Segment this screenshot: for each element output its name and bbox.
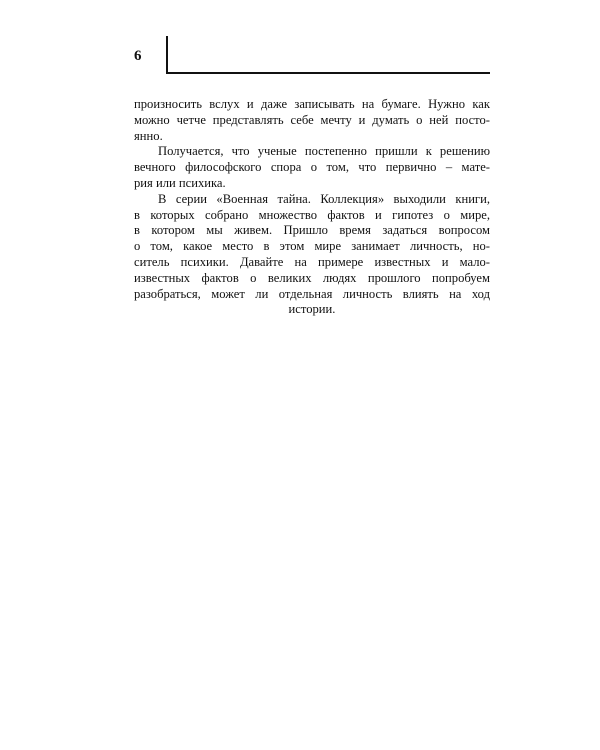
text-line: истории. — [288, 302, 336, 317]
text-line: разобраться, может ли отдельная личность влиять на ход — [134, 286, 490, 301]
header-vertical-rule — [166, 36, 168, 74]
header-horizontal-rule — [166, 72, 490, 74]
text-line: Получается, что ученые постепенно пришли к решению — [158, 144, 490, 159]
text-line: произносить вслух и даже записывать на бумаге. Нужно как — [134, 97, 490, 111]
text-line: о том, какое место в этом мире занимает личность, но- — [134, 239, 490, 254]
text-line: В серии «Военная тайна. Коллекция» выходили книги, — [158, 191, 490, 206]
text-line: можно четче представлять себе мечту и думать о ней посто- — [134, 112, 490, 127]
page-number: 6 — [134, 48, 142, 64]
text-line: в котором мы живем. Пришло время задаться вопросом — [134, 223, 490, 238]
text-line: известных фактов о великих людях прошлого попробуем — [134, 270, 490, 285]
text-line: вечного философского спора о том, что первично – мате- — [134, 160, 490, 175]
text-line: рия или психика. — [134, 175, 226, 190]
text-line: янно. — [134, 128, 163, 143]
body-text — [134, 97, 490, 318]
text-line: в которых собрано множество фактов и гипотез о мире, — [134, 207, 490, 222]
text-line: ситель психики. Давайте на примере известных и мало- — [134, 254, 490, 269]
